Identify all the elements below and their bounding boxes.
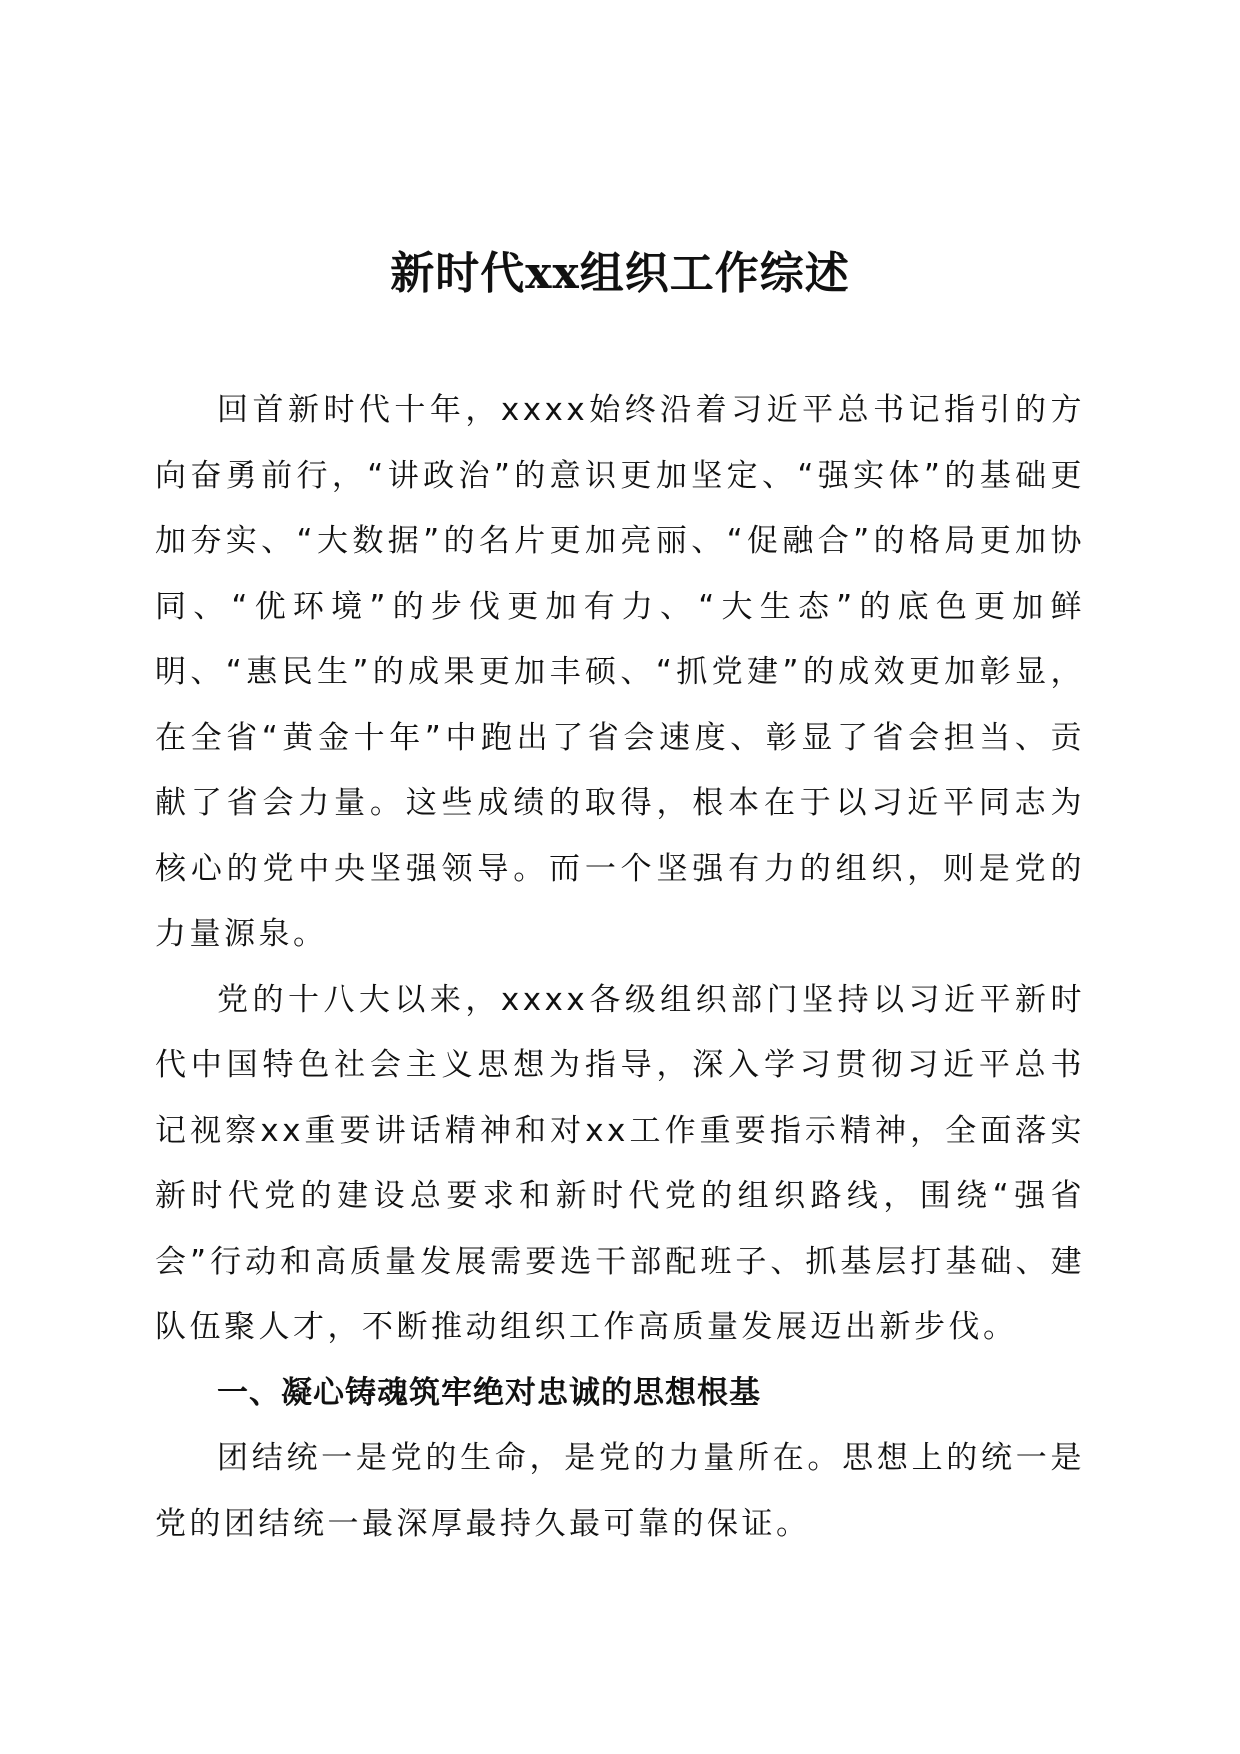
section-paragraph: 团结统一是党的生命，是党的力量所在。思想上的统一是党的团结统一最深厚最持久最可靠的保证。 — [155, 1440, 1085, 1542]
paragraph-intro: 回首新时代十年，xxxx始终沿着习近平总书记指引的方向奋勇前行，“讲政治”的意识更加坚定、“强实体”的基础更加夯实、“大数据”的名片更加亮丽、“促融合”的格局更加协同、“优环境”的步伐更加有力、“大生态”的底色更加鲜明、“惠民生”的成果更加丰硕、“抓党建”的成效更加彰显，在全省“黄金十年”中跑出了省会速度、彰显了省会担当、贡献了省会力量。这些成绩的取得，根本在于以习近平同志为核心的党中央坚强领导。而一个坚强有力的组织，则是党的力量源泉。 — [155, 392, 1085, 952]
paragraph-since-18th-congress: 党的十八大以来，xxxx各级组织部门坚持以习近平新时代中国特色社会主义思想为指导，深入学习贯彻习近平总书记视察xx重要讲话精神和对xx工作重要指示精神，全面落实新时代党的建设总要求和新时代党的组织路线，围绕“强省会”行动和高质量发展需要选干部配班子、抓基层打基础、建队伍聚人才，不断推动组织工作高质量发展迈出新步伐。 — [155, 981, 1085, 1345]
document-body — [155, 378, 1085, 1557]
document-title: 新时代xx组织工作综述 — [390, 248, 850, 299]
section-heading: 一、凝心铸魂筑牢绝对忠诚的思想根基 — [217, 1374, 761, 1411]
